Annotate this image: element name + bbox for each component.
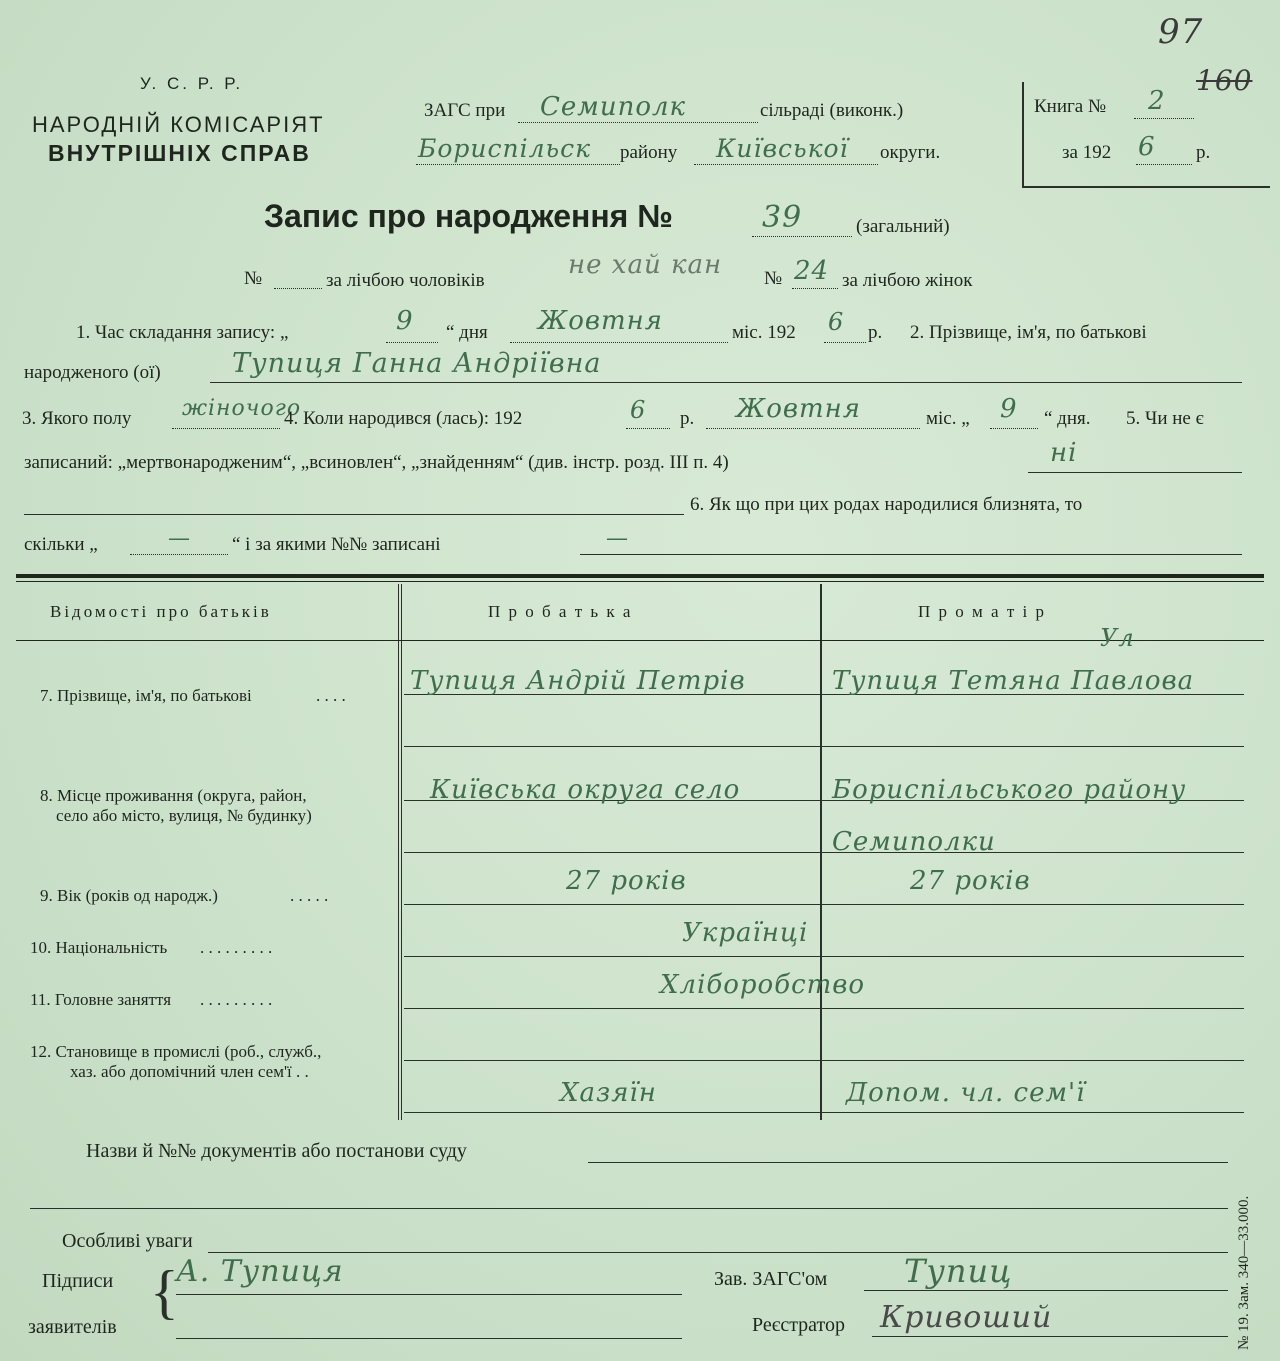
row7-father-handwritten: Тупиця Андрій Петрів (410, 666, 746, 696)
table-line (404, 904, 1244, 905)
item4-day-suffix: “ дня. (1044, 408, 1091, 429)
row11-label: 11. Головне заняття (30, 990, 172, 1009)
zags-village-suffix: сільраді (виконк.) (760, 100, 904, 121)
row10-shared-handwritten: Українці (682, 918, 809, 948)
applicant-signature: А. Тупиця (176, 1254, 344, 1289)
row7-label: 7. Прізвище, ім'я, по батькові (40, 686, 252, 705)
registrar-signature: Кривоший (880, 1300, 1053, 1335)
men-count-label: за лічбою чоловіків (326, 270, 485, 291)
row12-label: 12. Становище в промислі (роб., служб., (30, 1042, 322, 1061)
record-title: Запис про народження № (264, 198, 673, 234)
row12-mother-handwritten: Допом. чл. сем'ї (846, 1078, 1086, 1108)
documents-line (588, 1162, 1228, 1163)
table-top-rule-thin (16, 581, 1264, 582)
table-divider-1 (398, 584, 402, 1120)
row9-mother-handwritten: 27 років (910, 866, 1031, 896)
row7-mother-note-handwritten: Ул (1100, 624, 1135, 652)
row10-dots: . . . . . . . . . (200, 938, 273, 957)
child-name-line (210, 382, 1242, 383)
book-number-handwritten: 2 (1148, 86, 1166, 116)
child-name-handwritten: Тупиця Ганна Андріївна (232, 348, 602, 379)
item3-label: 3. Якого полу (22, 408, 132, 429)
signature-brace: { (150, 1259, 179, 1325)
twins-numbers-label: “ і за якими №№ записані (232, 534, 441, 555)
item3-sex-line (172, 428, 280, 429)
item5-answer-line (1028, 472, 1242, 473)
item1-month-line (510, 342, 728, 343)
zags-okrug-suffix: округи. (880, 142, 941, 163)
ministry-line2: ВНУТРІШНІХ СПРАВ (48, 140, 311, 166)
row9-label: 9. Вік (років од народж.) (40, 886, 218, 905)
row8-label: 8. Місце проживання (округа, район, (40, 786, 307, 805)
item4-day-line (990, 428, 1038, 429)
row7-mother-handwritten: Тупиця Тетяна Павлова (832, 666, 1195, 696)
row7-dots: . . . . (316, 686, 346, 705)
item2-label: 2. Прізвище, ім'я, по батькові (910, 322, 1147, 343)
head-label: Зав. ЗАГС'ом (714, 1268, 828, 1290)
zags-okrug-line (694, 164, 878, 165)
women-count-handwritten: 24 (794, 256, 830, 286)
zags-district-suffix: району (620, 142, 678, 163)
applicant-signature-line-1 (176, 1294, 682, 1295)
item3-sex-handwritten: жіночого (182, 396, 302, 421)
republic-label: У. С. Р. Р. (140, 74, 244, 93)
item5-label: 5. Чи не є (1126, 408, 1204, 429)
item4-year-suffix: р. (680, 408, 695, 429)
item1-year-prefix: міс. 192 (732, 322, 796, 343)
table-line (404, 1112, 1244, 1113)
item1-month-handwritten: Жовтня (538, 306, 663, 336)
book-year-line (1136, 164, 1192, 165)
item4-day-prefix: міс. „ (926, 408, 970, 429)
table-top-rule (16, 574, 1264, 578)
registrar-label: Реєстратор (752, 1314, 846, 1336)
twins-count-handwritten: — (168, 526, 191, 551)
printer-imprint: № 19. Зам. 340—33.000. (1236, 1195, 1252, 1350)
row8-label-cont: село або місто, вулиця, № будинку) (56, 806, 312, 825)
twins-count-label: скільки „ (24, 534, 98, 555)
table-line (404, 1060, 1244, 1061)
applicants-label: заявителів (28, 1316, 117, 1338)
documents-label: Назви й №№ документів або постанови суду (86, 1140, 467, 1162)
special-notes-line (208, 1252, 1228, 1253)
table-head-col1: Відомості про батьків (50, 602, 272, 621)
row11-shared-handwritten: Хліборобство (660, 970, 866, 1000)
child-name-label: народженого (ої) (24, 362, 161, 383)
documents-line-2 (30, 1208, 1228, 1209)
twins-numbers-handwritten: — (606, 526, 629, 551)
zags-village-handwritten: Семиполк (540, 92, 687, 122)
zags-district-line (416, 164, 620, 165)
table-line (404, 1008, 1244, 1009)
item5-answer-handwritten: ні (1050, 438, 1078, 468)
row8-mother-handwritten: Бориспільського району Семиполки (832, 775, 1187, 857)
record-number-line (752, 236, 852, 237)
men-count-prefix: № (244, 268, 263, 289)
item5-text: записаний: „мертвонародженим“, „всиновлен“, „знайденням“ (див. інстр. розд. III п. 4) (24, 452, 729, 473)
zags-district-handwritten: Бориспільск (418, 134, 592, 163)
row11-dots: . . . . . . . . . (200, 990, 273, 1009)
row12-father-handwritten: Хазяїн (560, 1078, 657, 1108)
twins-numbers-line (580, 554, 1242, 555)
row9-father-handwritten: 27 років (566, 866, 687, 896)
book-label: Книга № (1034, 96, 1107, 117)
head-signature-line (864, 1290, 1228, 1291)
row12-label-cont: хаз. або допомічний член сем'ї . . (70, 1062, 309, 1081)
crossed-sheet-number: 160 (1196, 64, 1253, 97)
item4-month-line (706, 428, 920, 429)
record-title-suffix: (загальний) (856, 216, 950, 237)
women-count-label: за лічбою жінок (842, 270, 973, 291)
table-head-col2: П р о б а т ь к а (488, 602, 633, 621)
item4-year-handwritten: 6 (630, 396, 647, 424)
applicant-signature-line-2 (176, 1338, 682, 1339)
item4-day-handwritten: 9 (1000, 394, 1018, 424)
signatures-label: Підписи (42, 1270, 114, 1292)
item4-label: 4. Коли народився (лась): 192 (284, 408, 523, 429)
ministry-line1: НАРОДНІЙ КОМІСАРІЯТ (32, 112, 325, 137)
book-number-line (1134, 118, 1194, 119)
item1-day-suffix: “ дня (446, 322, 488, 343)
zags-prefix: ЗАГС при (424, 100, 506, 121)
table-line (404, 956, 1244, 957)
item1-day-handwritten: 9 (396, 306, 414, 336)
item1-label: 1. Час складання запису: „ (76, 322, 289, 343)
head-signature: Тупиц (904, 1252, 1013, 1290)
item4-month-handwritten: Жовтня (736, 394, 861, 424)
book-year-prefix: за 192 (1062, 142, 1112, 163)
men-count-line (274, 288, 322, 289)
twins-count-line (130, 554, 228, 555)
table-head-col3: П р о м а т і р (918, 602, 1046, 621)
row9-dots: . . . . . (290, 886, 329, 905)
record-number-handwritten: 39 (762, 200, 803, 235)
item5-blank-line (24, 514, 684, 515)
table-head-rule (16, 640, 1264, 641)
zags-okrug-handwritten: Київської (716, 134, 849, 163)
item1-day-line (386, 342, 438, 343)
item1-year-handwritten: 6 (828, 308, 845, 336)
sheet-number: 97 (1158, 12, 1204, 52)
item4-year-line (626, 428, 670, 429)
special-notes-label: Особливі уваги (62, 1230, 193, 1252)
book-year-suffix: р. (1196, 142, 1211, 163)
book-year-handwritten: 6 (1138, 132, 1156, 162)
item1-year-line (824, 342, 866, 343)
item6-label: 6. Як що при цих родах народилися близнята, то (690, 494, 1083, 515)
women-count-line (792, 288, 838, 289)
registrar-signature-line (872, 1336, 1228, 1337)
row8-father-handwritten: Київська округа село (430, 775, 741, 805)
zags-village-line (518, 122, 758, 123)
pencil-note: не хай кан (568, 250, 723, 280)
table-line (404, 746, 1244, 747)
women-count-prefix: № (764, 268, 783, 289)
item1-year-suffix: р. (868, 322, 883, 343)
row10-label: 10. Національність (30, 938, 168, 957)
